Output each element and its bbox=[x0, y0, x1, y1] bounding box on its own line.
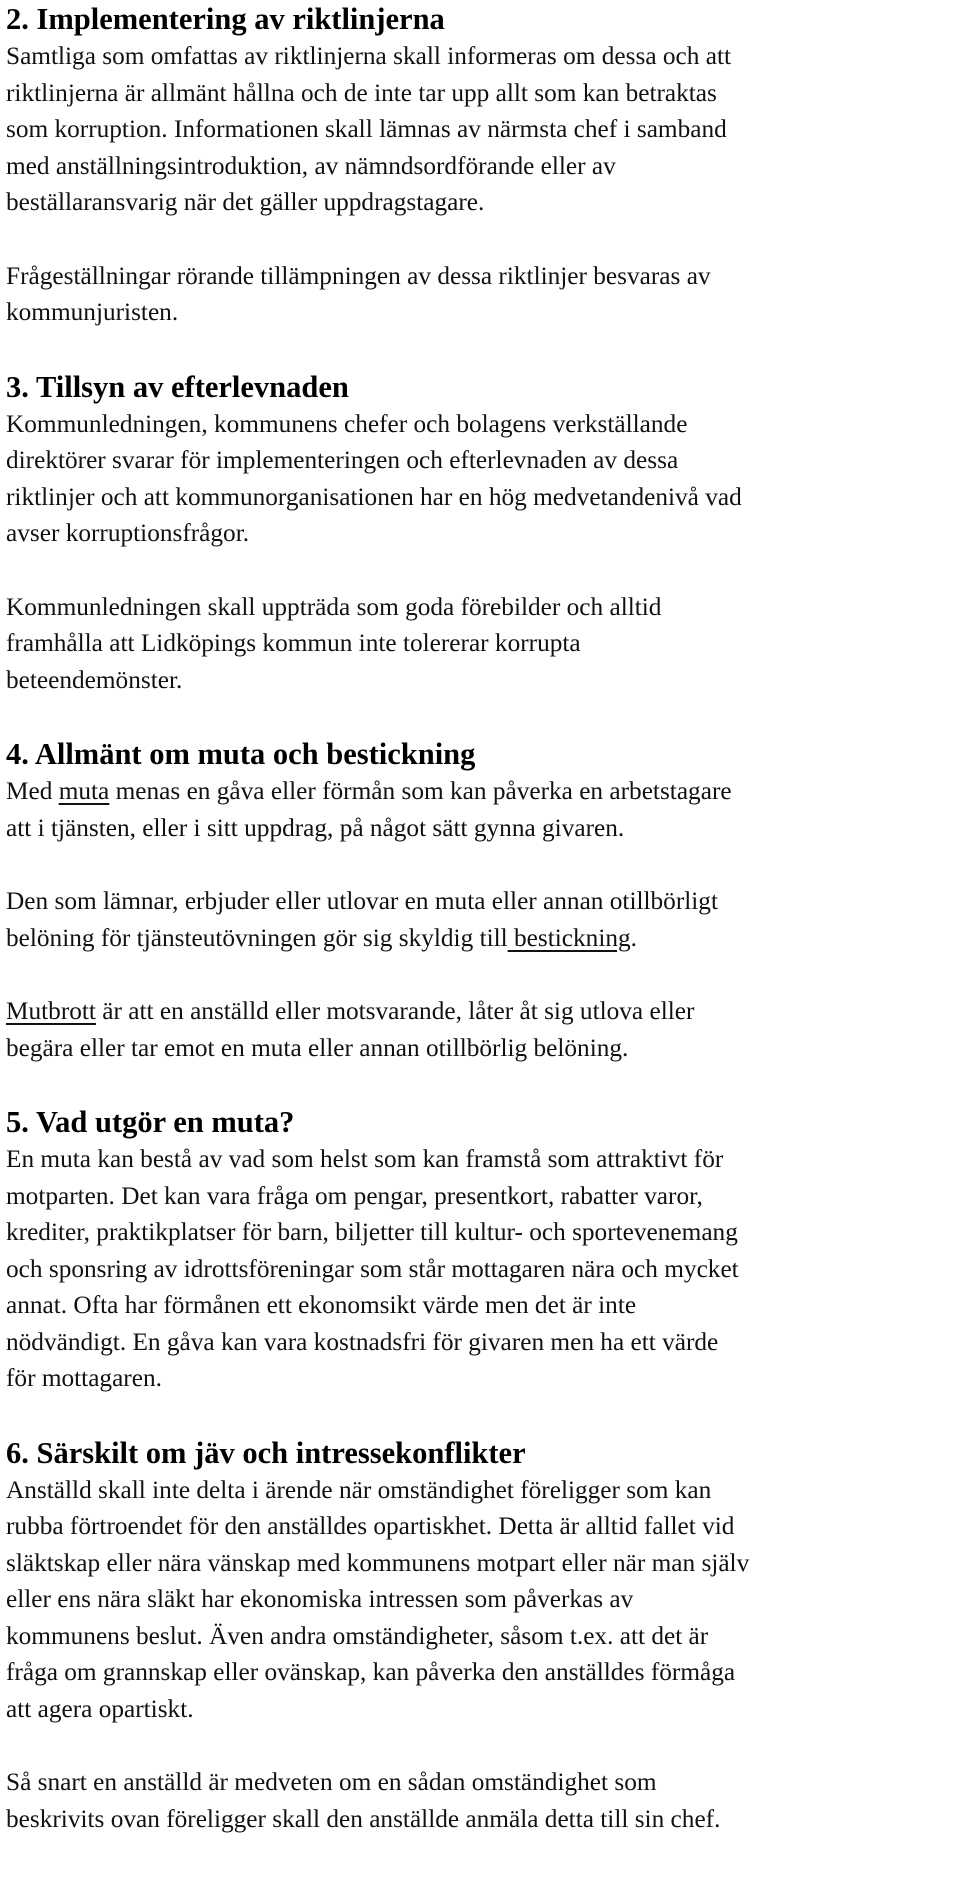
section-tillsyn bbox=[6, 368, 956, 699]
section-heading: 3. Tillsyn av efterlevnaden bbox=[6, 369, 349, 404]
paragraph: En muta kan bestå av vad som helst som kan framstå som attraktivt för motparten. Det kan vara fråga om pengar, presentkort, rabatter varor, krediter, praktikplatser för barn, biljetter till kultur- och sportevenemang och sponsring av idrottsföreningar som står mottagaren nära och mycket annat. Ofta har förmånen ett ekonomsikt värde men det är inte nödvändigt. En gåva kan vara kostnadsfri för givaren men ha ett värde för mottagaren. bbox=[6, 1145, 739, 1392]
paragraph bbox=[6, 773, 956, 846]
paragraph bbox=[6, 993, 956, 1066]
term-bestickning: bestickning bbox=[507, 923, 631, 952]
text-run: . bbox=[630, 923, 637, 952]
paragraph: Kommunledningen skall uppträda som goda förebilder och alltid framhålla att Lidköpings kommun inte tolererar korrupta beteendemönster. bbox=[6, 592, 662, 694]
term-mutbrott: Mutbrott bbox=[6, 997, 96, 1025]
section-vad-utgor-muta bbox=[6, 1103, 956, 1397]
section-implementering bbox=[6, 0, 956, 331]
text-run: Den som lämnar, erbjuder eller utlovar en muta eller annan otillbörligt belöning för tjänsteutövningen gör sig skyldig till bbox=[6, 887, 718, 952]
document-page bbox=[6, 0, 956, 1837]
section-heading: 6. Särskilt om jäv och intressekonflikter bbox=[6, 1435, 526, 1470]
paragraph: Så snart en anställd är medveten om en sådan omständighet som beskrivits ovan föreligger skall den anställde anmäla detta till sin chef. bbox=[6, 1768, 721, 1833]
section-jav-intressekonflikter bbox=[6, 1434, 956, 1838]
section-heading: 5. Vad utgör en muta? bbox=[6, 1105, 295, 1139]
text-run: menas en gåva eller förmån som kan påverka en arbetstagare att i tjänsten, eller i sitt uppdrag, på något sätt gynna givaren. bbox=[6, 777, 732, 842]
paragraph: Frågeställningar rörande tillämpningen av dessa riktlinjer besvaras av kommunjuristen. bbox=[6, 261, 711, 326]
term-muta: muta bbox=[58, 777, 110, 805]
paragraph: Kommunledningen, kommunens chefer och bolagens verkställande direktörer svarar för implementeringen och efterlevnaden av dessa riktlinjer och att kommunorganisationen har en hög medvetandenivå vad avser korruptionsfrågor. bbox=[6, 409, 742, 547]
section-heading: 2. Implementering av riktlinjerna bbox=[6, 2, 445, 36]
section-muta-bestickning bbox=[6, 735, 956, 1066]
paragraph bbox=[6, 883, 956, 956]
section-heading: 4. Allmänt om muta och bestickning bbox=[6, 737, 476, 771]
text-run: Med bbox=[6, 777, 59, 805]
text-run: är att en anställd eller motsvarande, låter åt sig utlova eller begära eller tar emot en muta eller annan otillbörlig belöning. bbox=[6, 997, 695, 1062]
paragraph: Anställd skall inte delta i ärende när omständighet föreligger som kan rubba förtroendet för den anställdes opartiskhet. Detta är alltid fallet vid släktskap eller nära vänskap med kommunens motpart eller när man själv eller ens nära släkt har ekonomiska intressen som påverkas av kommunens beslut. Även andra omständigheter, såsom t.ex. att det är fråga om grannskap eller ovänskap, kan påverka den anställdes förmåga att agera opartiskt. bbox=[6, 1475, 750, 1723]
paragraph: Samtliga som omfattas av riktlinjerna skall informeras om dessa och att riktlinjerna är allmänt hållna och de inte tar upp allt som kan betraktas som korruption. Informationen skall lämnas av närmsta chef i samband med anställningsintroduktion, av nämndsordförande eller av beställaransvarig när det gäller uppdragstagare. bbox=[6, 42, 732, 216]
